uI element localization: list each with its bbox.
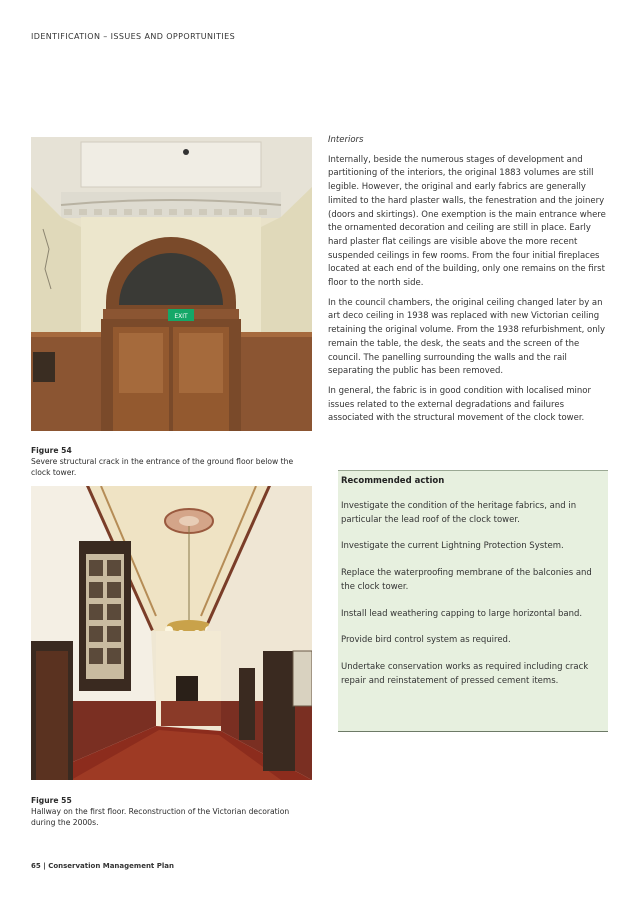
page-number: 65 <box>31 862 41 870</box>
figure-55-text: Hallway on the first floor. Reconstruction of the Victorian decoration during the 2000s. <box>31 807 290 827</box>
body-text-column <box>328 134 610 432</box>
action-item: Provide bird control system as required. <box>341 635 511 646</box>
footer-separator: | <box>40 862 49 870</box>
body-paragraph: Internally, beside the numerous stages of development and partitioning of the interiors, the original 1883 volumes are still legible. However, the original and early fabrics are generally limited to the hard plaster walls, the fenestration and the joinery (doors and skirtings). One exemption is the main entrance where the ornamented decoration and ceiling are still in place. Early hard plaster flat ceilings are visible above the more recent suspended ceilings in few rooms. From the four initial fireplaces located at each end of the building, only one remains on the first floor to the north side. <box>328 154 606 289</box>
figure-54-label: Figure 54 <box>31 446 72 455</box>
recommended-action-box <box>338 470 608 732</box>
action-item: Investigate the condition of the heritage fabrics, and in particular the lead roof of the clock tower. <box>341 501 577 525</box>
action-item: Undertake conservation works as required including crack repair and reinstatement of pressed cement items. <box>341 661 589 686</box>
recommended-action-title: Recommended action <box>341 476 445 486</box>
document-title: Conservation Management Plan <box>48 862 174 870</box>
body-paragraph: In general, the fabric is in good condition with localised minor issues related to the external degradations and failures associated with the structural movement of the clock tower. <box>328 385 592 424</box>
figure-54-photo <box>31 137 312 431</box>
action-item: Install lead weathering capping to large horizontal band. <box>341 608 583 619</box>
page-footer <box>31 862 174 870</box>
figure-55-label: Figure 55 <box>31 796 72 805</box>
section-header: IDENTIFICATION – ISSUES AND OPPORTUNITIES <box>31 32 236 41</box>
figure-55-photo <box>31 486 312 780</box>
figure-55-caption <box>31 795 311 828</box>
exit-sign: EXIT <box>174 313 188 320</box>
action-item: Replace the waterproofing membrane of the balconies and the clock tower. <box>341 568 592 592</box>
subheading-interiors: Interiors <box>328 135 364 145</box>
body-paragraph: In the council chambers, the original ceiling changed later by an art deco ceiling in 1938 was replaced with new Victorian ceiling retaining the original volume. From the 1938 refurbishment, only remain the table, the desk, the seats and the screen of the council. The panelling surrounding the walls and the rail separating the public has been removed. <box>328 297 606 377</box>
figure-54-text: Severe structural crack in the entrance of the ground floor below the clock tower. <box>31 457 294 477</box>
figure-54-caption <box>31 445 311 478</box>
action-item: Investigate the current Lightning Protection System. <box>341 541 564 552</box>
